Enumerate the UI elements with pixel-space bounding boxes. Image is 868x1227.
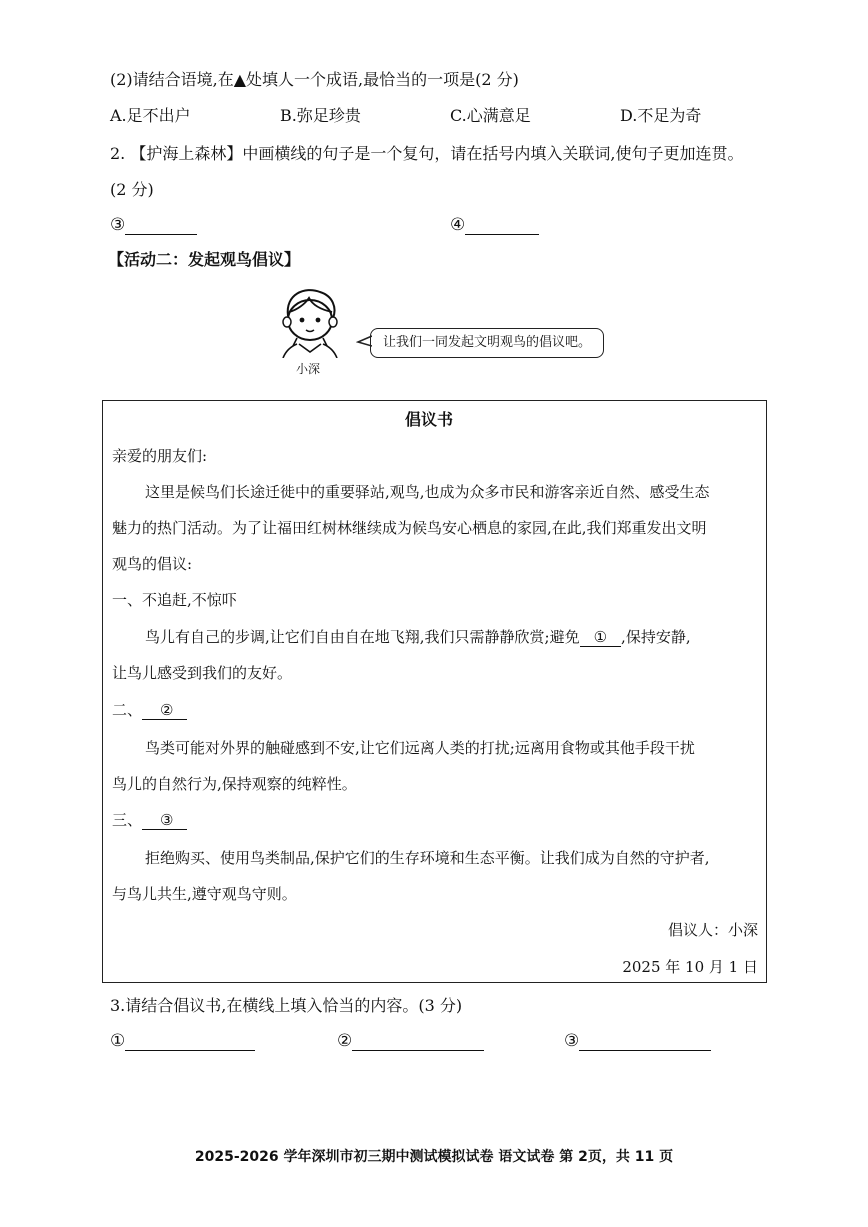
page-footer: 2025-2026 学年深圳市初三期中测试模拟试卷 语文试卷 第 2页，共 11 页 — [194, 1149, 674, 1165]
answer-line[interactable] — [352, 1032, 484, 1051]
proposal-item-1-line: 让鸟儿感受到我们的友好。 — [112, 664, 293, 682]
character-name: 小深 — [296, 362, 321, 376]
option-c[interactable]: C.心满意足 — [450, 106, 531, 125]
question-2-blank-3 — [110, 215, 197, 235]
answer-line[interactable] — [465, 216, 539, 235]
blank-label: ④ — [450, 215, 466, 235]
question-1-2-stem: (2)请结合语境,在▲处填人一个成语,最恰当的一项是(2 分) — [110, 70, 519, 89]
text-segment: ,保持安静, — [621, 628, 691, 646]
question-2-stem: 2. 【护海上森林】中画横线的句子是一个复句，请在括号内填入关联词,使句子更加连贯。 — [110, 144, 744, 163]
proposal-intro-line: 这里是候鸟们长途迁徙中的重要驿站,观鸟,也成为众多市民和游客亲近自然、感受生态 — [145, 483, 710, 501]
answer-line[interactable] — [579, 1032, 711, 1051]
boy-character-icon — [275, 286, 345, 358]
answer-line[interactable] — [125, 1032, 255, 1051]
option-d[interactable]: D.不足为奇 — [620, 106, 702, 125]
proposal-intro-line: 魅力的热门活动。为了让福田红树林继续成为候鸟安心栖息的家园,在此,我们郑重发出文明 — [112, 519, 707, 537]
question-3-blank-3 — [564, 1031, 711, 1051]
proposal-item-3-line: 拒绝购买、使用鸟类制品,保护它们的生存环境和生态平衡。让我们成为自然的守护者, — [145, 849, 710, 867]
proposal-item-2-heading — [112, 700, 187, 720]
answer-line[interactable] — [125, 216, 197, 235]
speech-bubble: 让我们一同发起文明观鸟的倡议吧。 — [370, 328, 604, 358]
blank-1[interactable]: ① — [580, 628, 621, 647]
question-3-blank-1 — [110, 1031, 255, 1051]
proposal-greeting: 亲爱的朋友们: — [112, 447, 208, 465]
question-2-blank-4 — [450, 215, 539, 235]
proposal-item-3-heading — [112, 810, 187, 830]
proposal-item-1-heading: 一、不追赶,不惊吓 — [112, 591, 237, 609]
proposal-item-2-line: 鸟类可能对外界的触碰感到不安,让它们远离人类的打扰;远离用食物或其他手段干扰 — [145, 739, 695, 757]
activity-2-title: 【活动二：发起观鸟倡议】 — [108, 250, 301, 269]
question-3-blank-2 — [337, 1031, 484, 1051]
blank-2[interactable]: ② — [142, 701, 187, 720]
proposal-date: 2025 年 10 月 1 日 — [622, 958, 758, 976]
text-segment: 鸟儿有自己的步调,让它们自由自在地飞翔,我们只需静静欣赏;避免 — [145, 628, 580, 646]
proposal-item-1-line — [145, 627, 691, 647]
proposal-item-2-line: 鸟儿的自然行为,保持观察的纯粹性。 — [112, 775, 357, 793]
proposal-title: 倡议书 — [405, 410, 454, 429]
blank-label: ③ — [564, 1031, 580, 1051]
blank-3[interactable]: ③ — [142, 811, 187, 830]
question-3-stem: 3.请结合倡议书,在横线上填入恰当的内容。(3 分) — [110, 996, 463, 1015]
proposal-item-3-line: 与鸟儿共生,遵守观鸟守则。 — [112, 885, 297, 903]
blank-label: ② — [337, 1031, 353, 1051]
item-number: 二、 — [112, 701, 143, 719]
question-2-score: (2 分) — [110, 180, 154, 199]
option-a[interactable]: A.足不出户 — [110, 106, 191, 125]
proposal-intro-line: 观鸟的倡议: — [112, 555, 193, 573]
item-number: 三、 — [112, 811, 143, 829]
proposal-signer: 倡议人：小深 — [667, 921, 758, 939]
option-b[interactable]: B.弥足珍贵 — [280, 106, 361, 125]
blank-label: ① — [110, 1031, 126, 1051]
blank-label: ③ — [110, 215, 126, 235]
